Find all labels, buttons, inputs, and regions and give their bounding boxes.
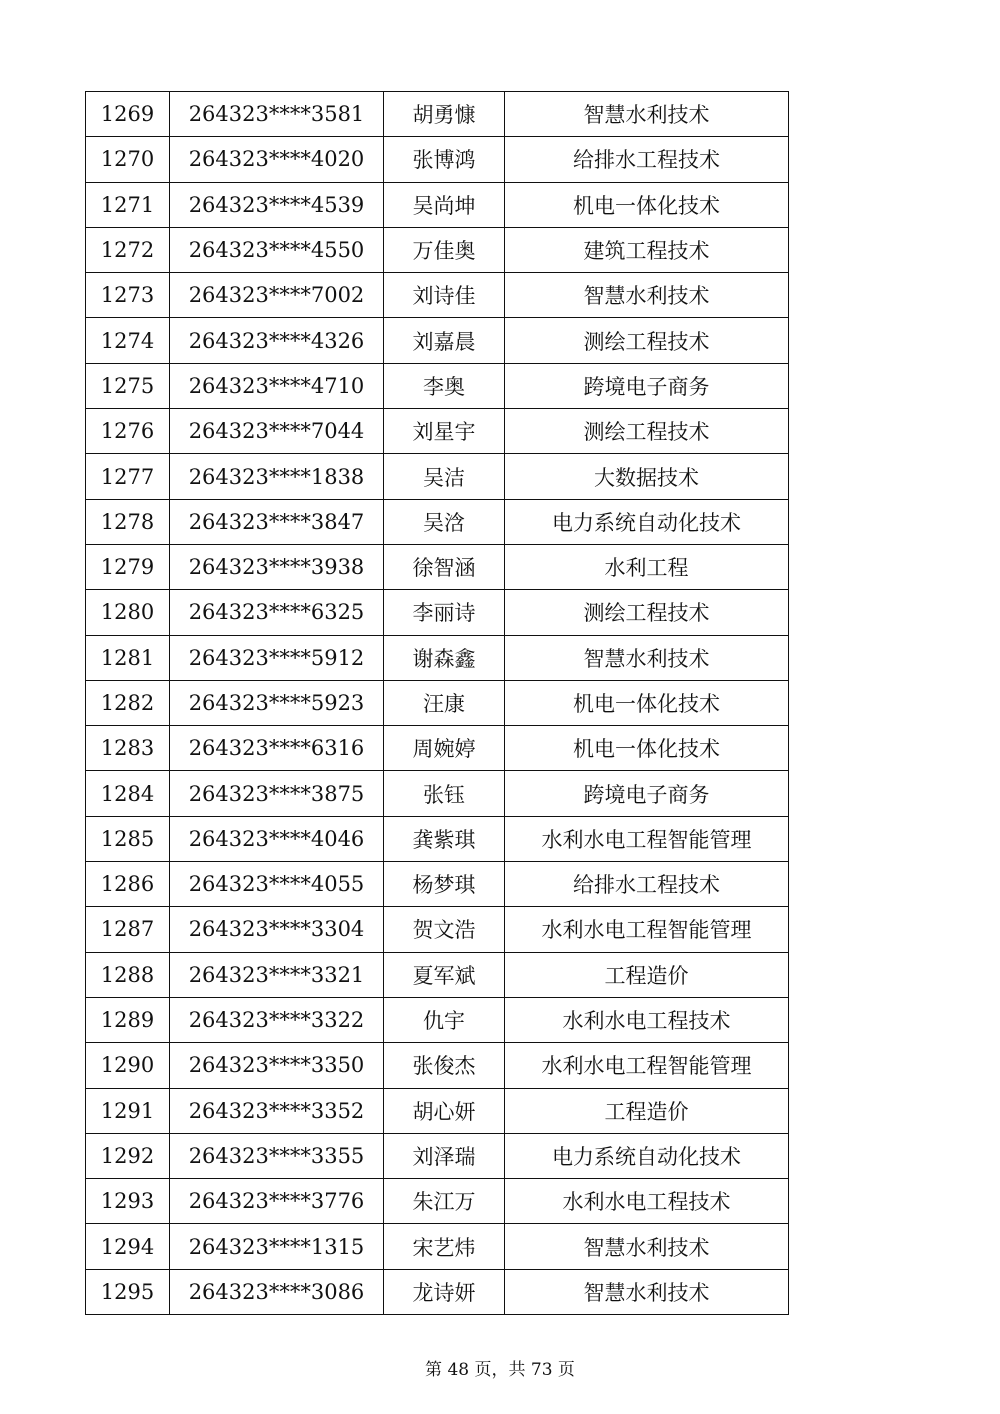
major-cell: 水利工程 — [505, 544, 789, 589]
id-cell: 264323****3847 — [170, 499, 384, 544]
table-row — [86, 1043, 789, 1088]
id-cell: 264323****5923 — [170, 680, 384, 725]
id-cell: 264323****3322 — [170, 997, 384, 1042]
major-cell: 水利水电工程智能管理 — [505, 816, 789, 861]
major-cell: 智慧水利技术 — [505, 635, 789, 680]
table-row — [86, 137, 789, 182]
table-row — [86, 862, 789, 907]
table-row — [86, 273, 789, 318]
id-cell: 264323****4046 — [170, 816, 384, 861]
table-row — [86, 590, 789, 635]
table-row — [86, 1088, 789, 1133]
seq-cell: 1292 — [86, 1133, 170, 1178]
id-cell: 264323****3875 — [170, 771, 384, 816]
name-cell: 刘嘉晨 — [384, 318, 505, 363]
seq-cell: 1295 — [86, 1269, 170, 1314]
name-cell: 张俊杰 — [384, 1043, 505, 1088]
seq-cell: 1283 — [86, 726, 170, 771]
name-cell: 汪康 — [384, 680, 505, 725]
seq-cell: 1286 — [86, 862, 170, 907]
seq-cell: 1282 — [86, 680, 170, 725]
id-cell: 264323****4550 — [170, 227, 384, 272]
table-row — [86, 816, 789, 861]
table-row — [86, 952, 789, 997]
name-cell: 刘泽瑞 — [384, 1133, 505, 1178]
id-cell: 264323****3352 — [170, 1088, 384, 1133]
id-cell: 264323****3355 — [170, 1133, 384, 1178]
name-cell: 刘诗佳 — [384, 273, 505, 318]
table-row — [86, 1269, 789, 1314]
table-row — [86, 227, 789, 272]
table-row — [86, 771, 789, 816]
table-row — [86, 907, 789, 952]
id-cell: 264323****3350 — [170, 1043, 384, 1088]
name-cell: 龚紫琪 — [384, 816, 505, 861]
name-cell: 仇宇 — [384, 997, 505, 1042]
major-cell: 智慧水利技术 — [505, 92, 789, 137]
id-cell: 264323****4326 — [170, 318, 384, 363]
major-cell: 智慧水利技术 — [505, 1224, 789, 1269]
id-cell: 264323****3776 — [170, 1179, 384, 1224]
major-cell: 电力系统自动化技术 — [505, 1133, 789, 1178]
seq-cell: 1289 — [86, 997, 170, 1042]
id-cell: 264323****5912 — [170, 635, 384, 680]
seq-cell: 1277 — [86, 454, 170, 499]
table-row — [86, 1133, 789, 1178]
id-cell: 264323****3321 — [170, 952, 384, 997]
table-row — [86, 680, 789, 725]
name-cell: 宋艺炜 — [384, 1224, 505, 1269]
name-cell: 吴洁 — [384, 454, 505, 499]
major-cell: 工程造价 — [505, 952, 789, 997]
name-cell: 夏军斌 — [384, 952, 505, 997]
major-cell: 测绘工程技术 — [505, 409, 789, 454]
major-cell: 水利水电工程技术 — [505, 1179, 789, 1224]
name-cell: 吴尚坤 — [384, 182, 505, 227]
name-cell: 刘星宇 — [384, 409, 505, 454]
major-cell: 水利水电工程智能管理 — [505, 907, 789, 952]
name-cell: 李奥 — [384, 363, 505, 408]
seq-cell: 1280 — [86, 590, 170, 635]
table-row — [86, 1179, 789, 1224]
major-cell: 给排水工程技术 — [505, 137, 789, 182]
major-cell: 给排水工程技术 — [505, 862, 789, 907]
name-cell: 胡勇慷 — [384, 92, 505, 137]
seq-cell: 1269 — [86, 92, 170, 137]
seq-cell: 1279 — [86, 544, 170, 589]
id-cell: 264323****7044 — [170, 409, 384, 454]
major-cell: 工程造价 — [505, 1088, 789, 1133]
major-cell: 测绘工程技术 — [505, 318, 789, 363]
major-cell: 水利水电工程技术 — [505, 997, 789, 1042]
major-cell: 大数据技术 — [505, 454, 789, 499]
table-row — [86, 409, 789, 454]
table-row — [86, 454, 789, 499]
table-row — [86, 726, 789, 771]
seq-cell: 1293 — [86, 1179, 170, 1224]
name-cell: 张博鸿 — [384, 137, 505, 182]
seq-cell: 1270 — [86, 137, 170, 182]
name-cell: 李丽诗 — [384, 590, 505, 635]
name-cell: 吴浛 — [384, 499, 505, 544]
id-cell: 264323****3938 — [170, 544, 384, 589]
name-cell: 贺文浩 — [384, 907, 505, 952]
seq-cell: 1273 — [86, 273, 170, 318]
id-cell: 264323****3581 — [170, 92, 384, 137]
table-row — [86, 997, 789, 1042]
major-cell: 水利水电工程智能管理 — [505, 1043, 789, 1088]
table-row — [86, 544, 789, 589]
id-cell: 264323****1315 — [170, 1224, 384, 1269]
id-cell: 264323****4539 — [170, 182, 384, 227]
name-cell: 徐智涵 — [384, 544, 505, 589]
seq-cell: 1287 — [86, 907, 170, 952]
major-cell: 建筑工程技术 — [505, 227, 789, 272]
major-cell: 机电一体化技术 — [505, 182, 789, 227]
name-cell: 龙诗妍 — [384, 1269, 505, 1314]
seq-cell: 1271 — [86, 182, 170, 227]
id-cell: 264323****4055 — [170, 862, 384, 907]
seq-cell: 1281 — [86, 635, 170, 680]
name-cell: 胡心妍 — [384, 1088, 505, 1133]
major-cell: 智慧水利技术 — [505, 1269, 789, 1314]
seq-cell: 1275 — [86, 363, 170, 408]
name-cell: 周婉婷 — [384, 726, 505, 771]
table-row — [86, 92, 789, 137]
student-roster-table — [85, 91, 789, 1315]
major-cell: 机电一体化技术 — [505, 726, 789, 771]
seq-cell: 1290 — [86, 1043, 170, 1088]
seq-cell: 1272 — [86, 227, 170, 272]
table-row — [86, 363, 789, 408]
seq-cell: 1294 — [86, 1224, 170, 1269]
name-cell: 张钰 — [384, 771, 505, 816]
id-cell: 264323****4710 — [170, 363, 384, 408]
id-cell: 264323****4020 — [170, 137, 384, 182]
table-row — [86, 635, 789, 680]
seq-cell: 1276 — [86, 409, 170, 454]
major-cell: 跨境电子商务 — [505, 771, 789, 816]
major-cell: 电力系统自动化技术 — [505, 499, 789, 544]
page-number-footer: 第 48 页，共 73 页 — [425, 1360, 575, 1380]
name-cell: 杨梦琪 — [384, 862, 505, 907]
id-cell: 264323****6316 — [170, 726, 384, 771]
name-cell: 朱江万 — [384, 1179, 505, 1224]
table-row — [86, 499, 789, 544]
table-row — [86, 182, 789, 227]
major-cell: 测绘工程技术 — [505, 590, 789, 635]
major-cell: 机电一体化技术 — [505, 680, 789, 725]
seq-cell: 1288 — [86, 952, 170, 997]
roster-table-body — [86, 92, 789, 1315]
major-cell: 智慧水利技术 — [505, 273, 789, 318]
seq-cell: 1278 — [86, 499, 170, 544]
seq-cell: 1291 — [86, 1088, 170, 1133]
seq-cell: 1285 — [86, 816, 170, 861]
seq-cell: 1274 — [86, 318, 170, 363]
id-cell: 264323****3304 — [170, 907, 384, 952]
id-cell: 264323****3086 — [170, 1269, 384, 1314]
id-cell: 264323****7002 — [170, 273, 384, 318]
id-cell: 264323****6325 — [170, 590, 384, 635]
major-cell: 跨境电子商务 — [505, 363, 789, 408]
id-cell: 264323****1838 — [170, 454, 384, 499]
name-cell: 万佳奥 — [384, 227, 505, 272]
name-cell: 谢森鑫 — [384, 635, 505, 680]
table-row — [86, 318, 789, 363]
seq-cell: 1284 — [86, 771, 170, 816]
table-row — [86, 1224, 789, 1269]
